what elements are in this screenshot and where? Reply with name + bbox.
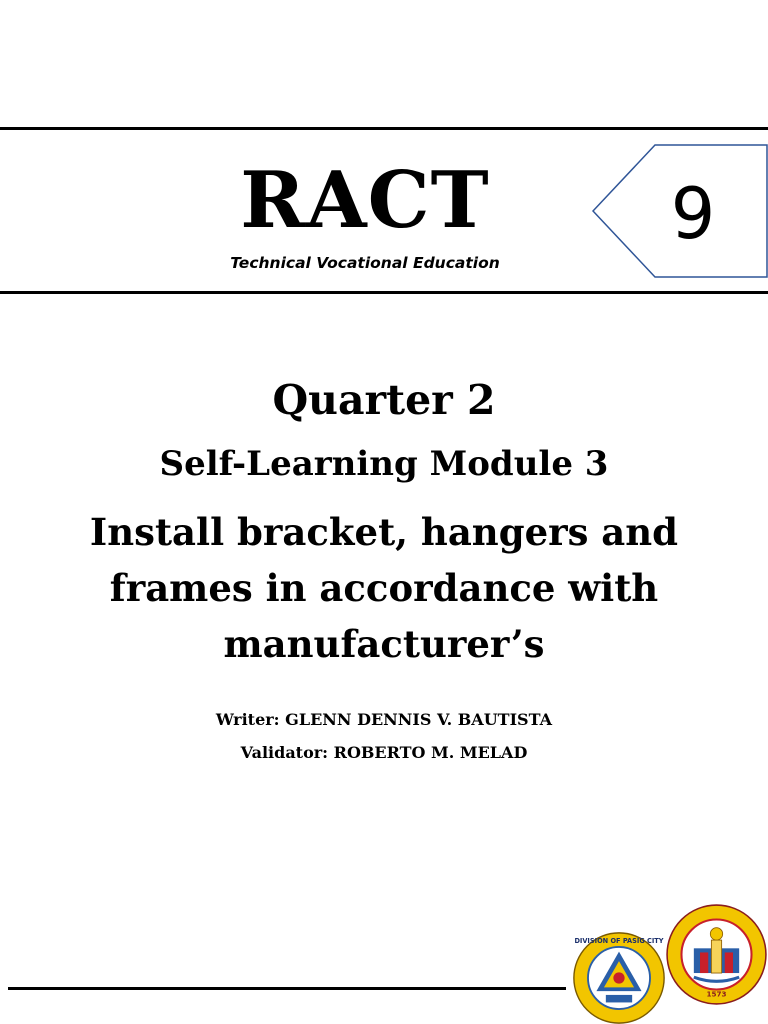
writer-credit: Writer: GLENN DENNIS V. BAUTISTA [215,710,553,729]
header-bottom-rule [0,291,768,294]
svg-text:DIVISION OF PASIG CITY: DIVISION OF PASIG CITY [574,937,664,946]
validator-credit: Validator: ROBERTO M. MELAD [240,743,528,762]
subject-title: RACT [240,155,490,246]
grade-number: 9 [670,173,716,255]
pasig-city-seal [665,903,768,1006]
svg-text:1573: 1573 [706,989,727,999]
top-horizontal-rule [0,127,768,130]
module-heading: Self-Learning Module 3 [159,444,609,484]
module-title-line: Install bracket, hangers and [89,510,679,554]
module-title-line: frames in accordance with [109,566,659,610]
quarter-heading: Quarter 2 [272,376,496,424]
division-of-pasig-city-seal [572,931,666,1024]
module-title-line: manufacturer’s [223,622,545,666]
subject-subtitle: Technical Vocational Education [230,254,500,272]
footer-rule [8,987,566,990]
